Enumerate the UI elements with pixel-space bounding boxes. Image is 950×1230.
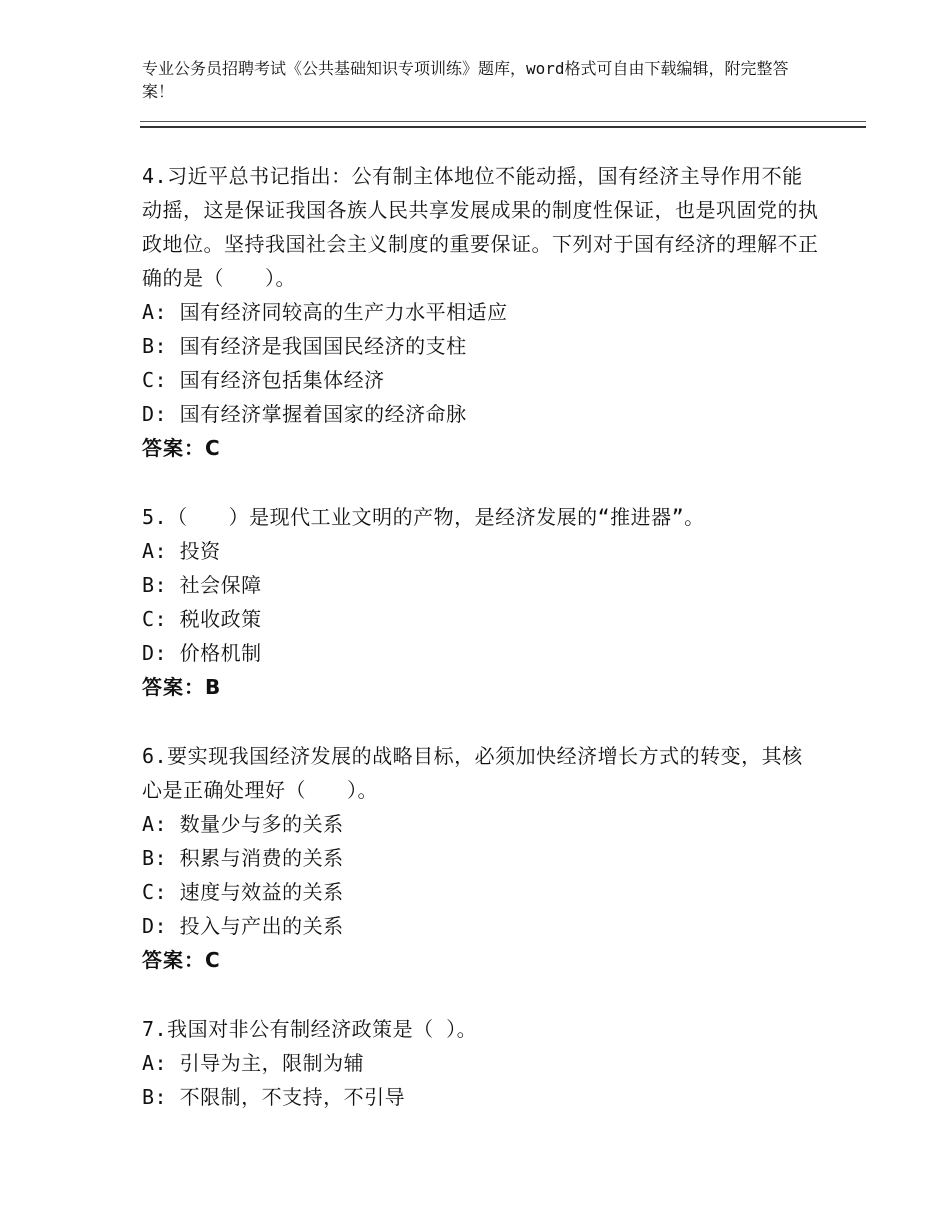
option-b: B: 社会保障 bbox=[142, 573, 262, 597]
option-d: D: 投入与产出的关系 bbox=[142, 914, 344, 938]
option-c: C: 国有经济包括集体经济 bbox=[142, 368, 385, 392]
question-list bbox=[142, 159, 822, 1149]
question-stem: 7.我国对非公有制经济政策是（ ）。 bbox=[142, 1017, 478, 1041]
question-stem: 5.（ ）是现代工业文明的产物，是经济发展的“推进器”。 bbox=[142, 505, 705, 529]
answer-label: 答案：B bbox=[142, 675, 222, 699]
option-c: C: 税收政策 bbox=[142, 607, 262, 631]
option-c: C: 速度与效益的关系 bbox=[142, 880, 344, 904]
option-d: D: 价格机制 bbox=[142, 641, 262, 665]
header-divider bbox=[140, 121, 866, 128]
option-d: D: 国有经济掌握着国家的经济命脉 bbox=[142, 402, 467, 426]
question-5 bbox=[142, 500, 822, 704]
option-b: B: 不限制，不支持，不引导 bbox=[142, 1085, 406, 1109]
option-b: B: 国有经济是我国国民经济的支柱 bbox=[142, 334, 467, 358]
question-stem: 6.要实现我国经济发展的战略目标，必须加快经济增长方式的转变，其核心是正确处理好（ ）。 bbox=[142, 744, 803, 802]
page-header: 专业公务员招聘考试《公共基础知识专项训练》题库，word格式可自由下载编辑，附完整答案！ bbox=[142, 59, 789, 101]
option-a: A: 投资 bbox=[142, 539, 221, 563]
question-7 bbox=[142, 1012, 822, 1114]
question-4 bbox=[142, 159, 822, 465]
option-a: A: 国有经济同较高的生产力水平相适应 bbox=[142, 300, 508, 324]
answer-label: 答案：C bbox=[142, 436, 221, 460]
option-a: A: 数量少与多的关系 bbox=[142, 812, 344, 836]
question-6 bbox=[142, 739, 822, 977]
answer-label: 答案：C bbox=[142, 948, 221, 972]
option-b: B: 积累与消费的关系 bbox=[142, 846, 344, 870]
question-stem: 4.习近平总书记指出：公有制主体地位不能动摇，国有经济主导作用不能动摇，这是保证我国各族人民共享发展成果的制度性保证，也是巩固党的执政地位。坚持我国社会主义制度的重要保证。下列对于国有经济的理解不正确的是（ ）。 bbox=[142, 164, 819, 290]
option-a: A: 引导为主，限制为辅 bbox=[142, 1051, 365, 1075]
